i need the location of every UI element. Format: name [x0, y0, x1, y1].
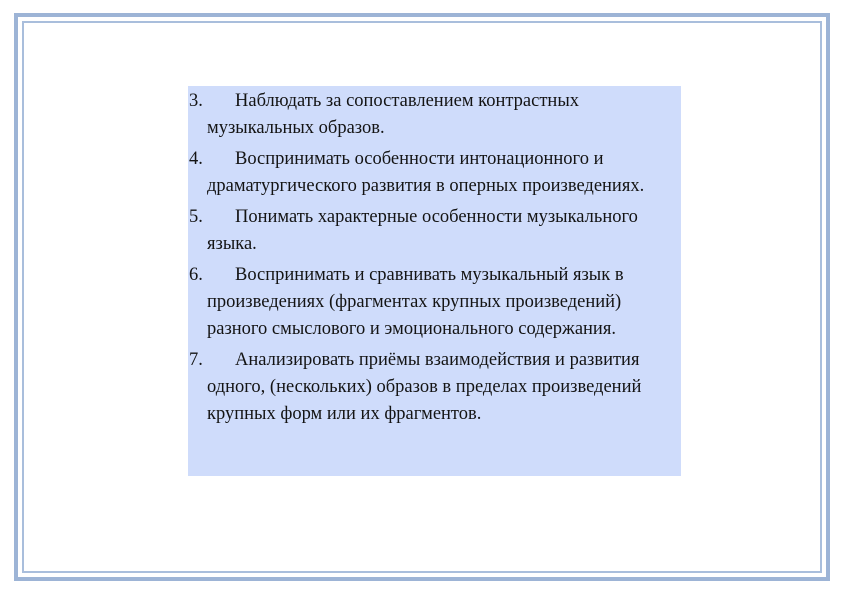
list-item-4 [188, 146, 681, 200]
numbered-list-box [188, 86, 681, 476]
list-item-text: Понимать характерные особенности музыкального языка. [207, 207, 638, 254]
list-item-3 [188, 88, 681, 142]
list-item-number: 5. [189, 207, 203, 227]
list-item-text: Наблюдать за сопоставлением контрастных музыкальных образов. [207, 91, 580, 138]
list-item-number: 6. [189, 265, 203, 285]
list-item-6 [188, 262, 681, 343]
list-item-5 [188, 204, 681, 258]
list-item-number: 3. [189, 91, 203, 111]
list-item-text: Воспринимать особенности интонационного и драматургического развития в оперных произведениях. [207, 149, 645, 196]
list-item-number: 4. [189, 149, 203, 169]
list-item-text: Воспринимать и сравнивать музыкальный язык в произведениях (фрагментах крупных произведений) разного смыслового и эмоционального содержания. [207, 265, 624, 339]
list-item-number: 7. [189, 350, 203, 370]
list-item-text: Анализировать приёмы взаимодействия и развития одного, (нескольких) образов в пределах произведений крупных форм или их фрагментов. [207, 350, 642, 424]
list-item-7 [188, 347, 681, 428]
